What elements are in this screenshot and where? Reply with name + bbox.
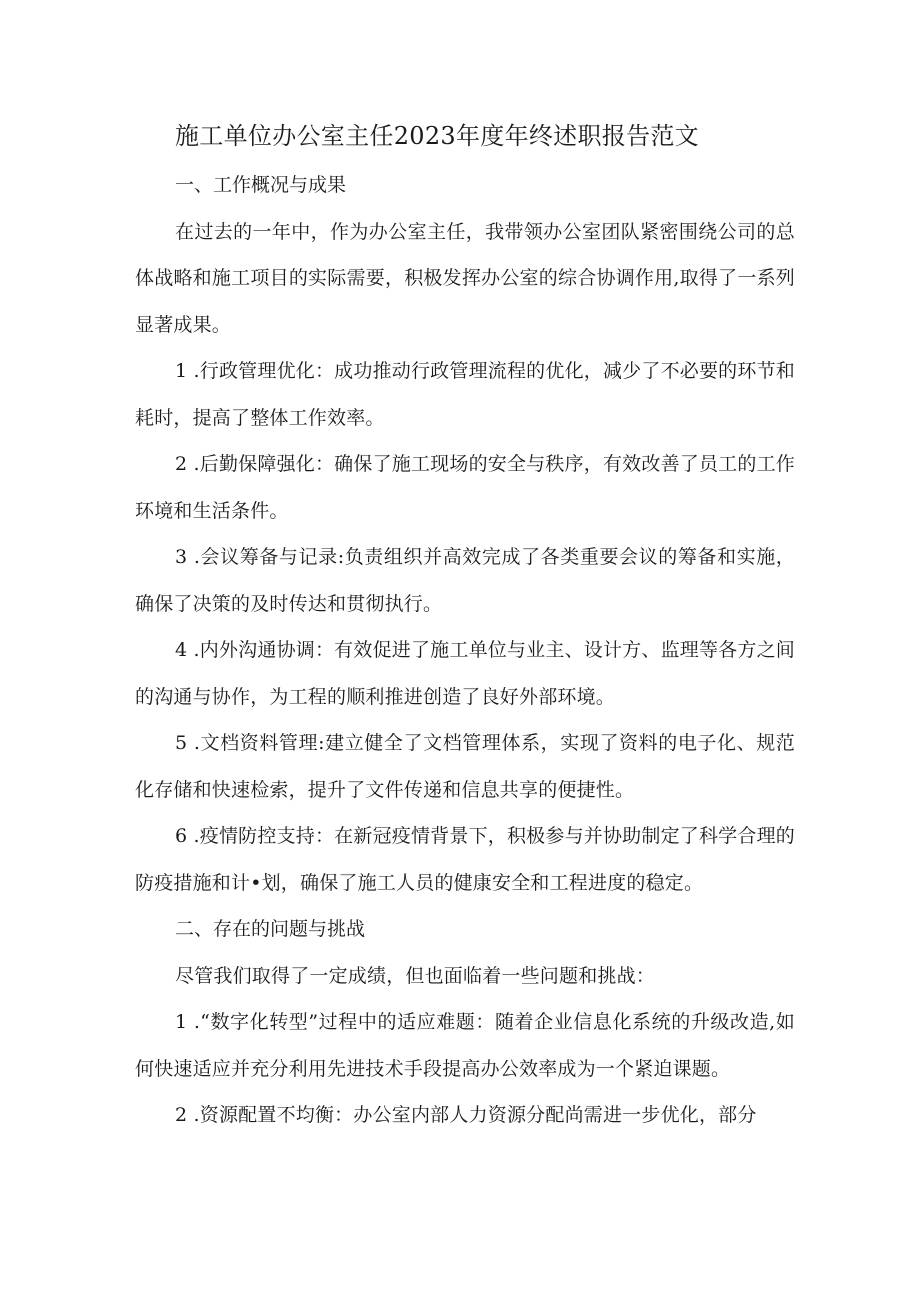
achievement-item-5: 5 .文档资料管理:建立健全了文档管理体系，实现了资料的电子化、规范化存储和快速检索，提升了文件传递和信息共享的便捷性。: [135, 732, 795, 801]
document-title: 施工单位办公室主任2023年度年终述职报告范文: [175, 122, 699, 150]
achievement-item-2: 2 .后勤保障强化：确保了施工现场的安全与秩序，有效改善了员工的工作环境和生活条件。: [135, 453, 795, 522]
achievement-item-4: 4 .内外沟通协调：有效促进了施工单位与业主、设计方、监理等各方之间的沟通与协作，为工程的顺利推进创造了良好外部环境。: [135, 639, 795, 708]
problem-item-2: 2 .资源配置不均衡：办公室内部人力资源分配尚需进一步优化，部分: [175, 1104, 757, 1126]
document-body: [135, 118, 795, 1139]
section-heading-1: 一、工作概况与成果: [175, 174, 347, 196]
problem-item-1: 1 .“数字化转型”过程中的适应难题：随着企业信息化系统的升级改造,如何快速适应并充分利用先进技术手段提高办公效率成为一个紧迫课题。: [135, 1011, 795, 1080]
problems-intro-paragraph: 尽管我们取得了一定成绩，但也面临着一些问题和挑战：: [175, 964, 656, 987]
achievement-item-6: 6 .疫情防控支持：在新冠疫情背景下，积极参与并协助制定了科学合理的防疫措施和计•划，确保了施工人员的健康安全和工程进度的稳定。: [135, 825, 795, 894]
title-spacer: [135, 154, 795, 162]
achievement-item-3: 3 .会议筹备与记录:负责组织并高效完成了各类重要会议的筹备和实施，确保了决策的及时传达和贯彻执行。: [135, 546, 795, 615]
intro-paragraph: 在过去的一年中，作为办公室主任，我带领办公室团队紧密围绕公司的总体战略和施工项目的实际需要，积极发挥办公室的综合协调作用,取得了一系列显著成果。: [135, 220, 795, 336]
achievement-item-1: 1 .行政管理优化：成功推动行政管理流程的优化，减少了不必要的环节和耗时，提高了整体工作效率。: [135, 360, 795, 429]
section-heading-2: 二、存在的问题与挑战: [175, 918, 366, 940]
